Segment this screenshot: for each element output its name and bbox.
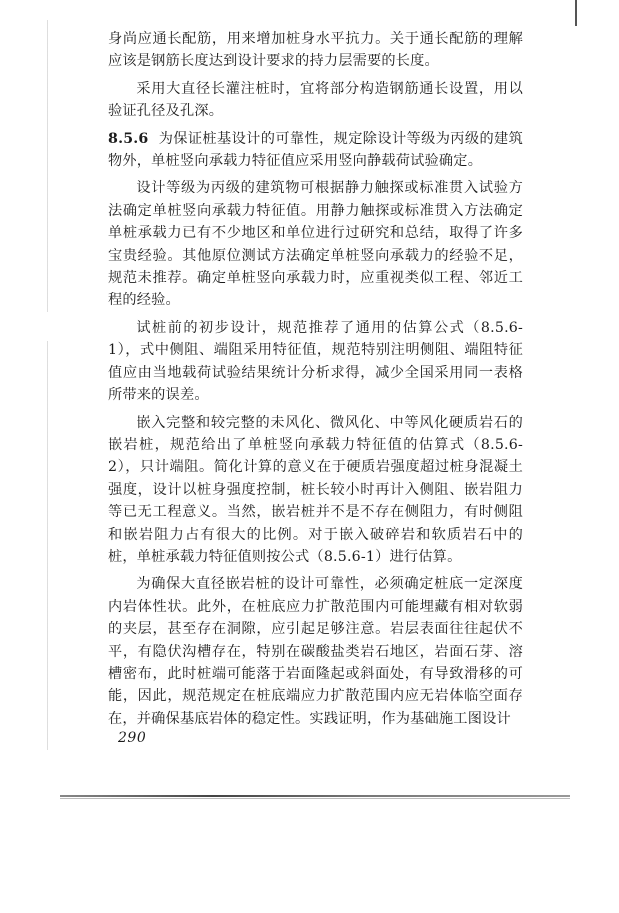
- page-number: 290: [118, 730, 147, 746]
- scan-bottom-edge-shadow: [60, 798, 570, 799]
- binding-margin-line: [47, 20, 48, 750]
- scan-bottom-edge: [60, 795, 570, 797]
- paragraph: 设计等级为丙级的建筑物可根据静力触探或标准贯入试验方法确定单桩竖向承载力特征值。用静力触探或标准贯入方法确定单桩承载力已有不少地区和单位进行过研究和总结，取得了许多宝贵经验。其他原位测试方法确定单桩竖向承载力的经验不足，规范未推荐。确定单桩竖向承载力时，应重视类似工程、邻近工程的经验。: [108, 180, 523, 309]
- paragraph: 为确保大直径嵌岩桩的设计可靠性，必须确定桩底一定深度内岩体性状。此外，在桩底应力扩散范围内可能埋藏有相对软弱的夹层，甚至存在洞隙，应引起足够注意。岩层表面往往起伏不平，有隐伏沟槽存在，特别在碳酸盐类岩石地区，岩面石芽、溶槽密布，此时桩端可能落于岩面隆起或斜面处，有导致滑移的可能，因此，规范规定在桩底端应力扩散范围内应无岩体临空面存在，并确保基底岩体的稳定性。实践证明，作为基础施工图设计: [108, 576, 523, 727]
- paragraph: 嵌入完整和较完整的未风化、微风化、中等风化硬质岩石的嵌岩桩，规范给出了单桩竖向承载力特征值的估算式（8.5.6-2），只计端阻。简化计算的意义在于硬质岩强度超过桩身混凝土强度，设计以桩身强度控制，桩长较小时再计入侧阻、嵌岩阻力等已无工程意义。当然，嵌岩桩并不是不存在侧阻力，有时侧阻和嵌岩阻力占有很大的比例。对于嵌入破碎岩和软质岩石中的桩，单桩承载力特征值则按公式（8.5.6-1）进行估算。: [108, 414, 523, 565]
- paragraph-continuation: 身尚应通长配筋，用来增加桩身水平抗力。关于通长配筋的理解应该是钢筋长度达到设计要求的持力层需要的长度。: [108, 31, 523, 70]
- clause-paragraph: [108, 128, 523, 173]
- scan-top-mark: [575, 0, 577, 26]
- body-text: [108, 28, 523, 735]
- clause-number: 8.5.6: [108, 130, 149, 147]
- paragraph: 试桩前的初步设计，规范推荐了通用的估算公式（8.5.6-1），式中侧阻、端阻采用特征值，规范特别注明侧阻、端阻特征值应由当地载荷试验结果统计分析求得，减少全国采用同一表格所带来的误差。: [108, 319, 523, 404]
- clause-text: 为保证桩基设计的可靠性，规定除设计等级为丙级的建筑物外，单桩竖向承载力特征值应采用竖向静载荷试验确定。: [108, 130, 523, 170]
- paragraph: 采用大直径长灌注桩时，宜将部分构造钢筋通长设置，用以验证孔径及孔深。: [108, 80, 523, 120]
